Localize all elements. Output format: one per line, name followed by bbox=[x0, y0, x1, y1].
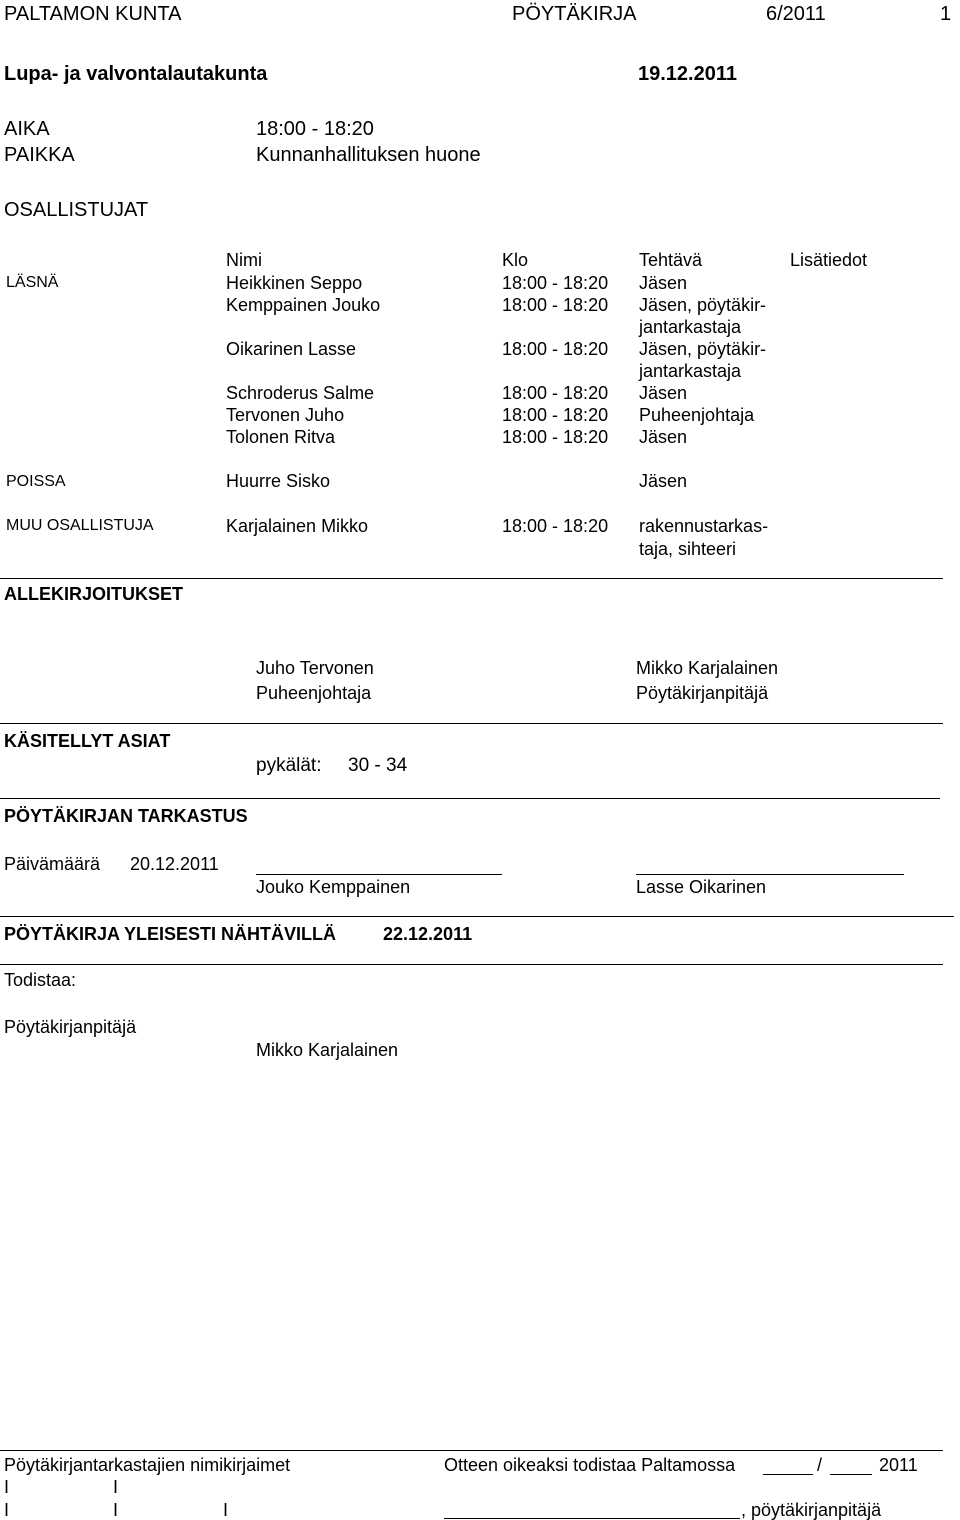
review-date-value: 20.12.2011 bbox=[130, 854, 219, 874]
column-header-role: Tehtävä bbox=[639, 250, 703, 270]
public-date: 22.12.2011 bbox=[383, 924, 473, 944]
initials-box-mark: I bbox=[223, 1500, 229, 1520]
participant-name: Tolonen Ritva bbox=[226, 427, 336, 447]
certify-label: Todistaa: bbox=[4, 970, 77, 990]
footer-year: 2011 bbox=[879, 1455, 918, 1475]
participant-name: Kemppainen Jouko bbox=[226, 295, 381, 315]
participant-role: Jäsen, pöytäkir- bbox=[639, 295, 767, 315]
initials-label: Pöytäkirjantarkastajien nimikirjaimet bbox=[4, 1455, 291, 1475]
divider bbox=[0, 798, 940, 799]
meeting-body: Lupa- ja valvontalautakunta bbox=[4, 63, 268, 85]
initials-box-mark: I bbox=[113, 1500, 119, 1520]
participant-role: rakennustarkas- bbox=[639, 516, 769, 536]
time-value: 18:00 - 18:20 bbox=[256, 118, 374, 140]
org-name: PALTAMON KUNTA bbox=[4, 3, 182, 25]
review-title: PÖYTÄKIRJAN TARKASTUS bbox=[4, 806, 248, 826]
doc-type: PÖYTÄKIRJA bbox=[512, 3, 637, 25]
blank-month-line bbox=[830, 1474, 872, 1475]
chair-title: Puheenjohtaja bbox=[256, 683, 372, 703]
participant-role: Jäsen bbox=[639, 273, 688, 293]
participant-time: 18:00 - 18:20 bbox=[502, 516, 609, 536]
chair-name: Juho Tervonen bbox=[256, 658, 374, 678]
present-label: LÄSNÄ bbox=[6, 274, 59, 291]
certify-role: Pöytäkirjanpitäjä bbox=[4, 1017, 137, 1037]
participant-role-cont: taja, sihteeri bbox=[639, 539, 737, 559]
divider bbox=[0, 964, 943, 965]
reviewer2-name: Lasse Oikarinen bbox=[636, 877, 767, 897]
participant-time: 18:00 - 18:20 bbox=[502, 427, 609, 447]
secretary-name: Mikko Karjalainen bbox=[636, 658, 779, 678]
participant-role-cont: jantarkastaja bbox=[639, 317, 742, 337]
public-label: PÖYTÄKIRJA YLEISESTI NÄHTÄVILLÄ bbox=[4, 924, 337, 944]
blank-day-line bbox=[763, 1474, 813, 1475]
secretary-signature-line bbox=[444, 1518, 740, 1519]
review-date-label: Päivämäärä bbox=[4, 854, 101, 874]
participant-role-cont: jantarkastaja bbox=[639, 361, 742, 381]
column-header-notes: Lisätiedot bbox=[790, 250, 868, 270]
items-value: 30 - 34 bbox=[348, 755, 408, 776]
divider bbox=[0, 916, 954, 917]
items-label: pykälät: bbox=[256, 755, 322, 776]
participant-role: Jäsen, pöytäkir- bbox=[639, 339, 767, 359]
divider bbox=[0, 578, 943, 579]
initials-box-mark: I bbox=[4, 1500, 10, 1520]
absent-label: POISSA bbox=[6, 473, 66, 490]
secretary-suffix: , pöytäkirjanpitäjä bbox=[741, 1500, 882, 1520]
secretary-title: Pöytäkirjanpitäjä bbox=[636, 683, 769, 703]
participant-name: Schroderus Salme bbox=[226, 383, 375, 403]
footer-divider bbox=[0, 1450, 943, 1451]
participant-name: Heikkinen Seppo bbox=[226, 273, 363, 293]
participant-time: 18:00 - 18:20 bbox=[502, 273, 609, 293]
reviewer1-signature-line bbox=[256, 874, 502, 875]
other-label: MUU OSALLISTUJA bbox=[6, 517, 154, 534]
place-value: Kunnanhallituksen huone bbox=[256, 144, 481, 166]
participant-role: Jäsen bbox=[639, 427, 688, 447]
meeting-date: 19.12.2011 bbox=[638, 63, 737, 85]
date-slash: / bbox=[817, 1455, 823, 1475]
participant-name: Oikarinen Lasse bbox=[226, 339, 357, 359]
items-title: KÄSITELLYT ASIAT bbox=[4, 731, 171, 751]
participant-time: 18:00 - 18:20 bbox=[502, 339, 609, 359]
divider bbox=[0, 723, 943, 724]
copy-text: Otteen oikeaksi todistaa Paltamossa bbox=[444, 1455, 736, 1475]
initials-box-mark: I bbox=[113, 1477, 119, 1497]
page-number: 1 bbox=[940, 3, 952, 25]
participant-name: Huurre Sisko bbox=[226, 471, 331, 491]
time-label: AIKA bbox=[4, 118, 50, 140]
column-header-name: Nimi bbox=[226, 250, 262, 270]
participants-title: OSALLISTUJAT bbox=[4, 199, 149, 221]
participant-role: Jäsen bbox=[639, 471, 688, 491]
participant-name: Karjalainen Mikko bbox=[226, 516, 369, 536]
certify-name: Mikko Karjalainen bbox=[256, 1040, 399, 1060]
reviewer1-name: Jouko Kemppainen bbox=[256, 877, 411, 897]
reviewer2-signature-line bbox=[636, 874, 904, 875]
signatures-title: ALLEKIRJOITUKSET bbox=[4, 584, 184, 604]
participant-time: 18:00 - 18:20 bbox=[502, 295, 609, 315]
doc-number: 6/2011 bbox=[766, 3, 826, 25]
column-header-time: Klo bbox=[502, 250, 529, 270]
participant-role: Puheenjohtaja bbox=[639, 405, 755, 425]
initials-box-mark: I bbox=[4, 1477, 10, 1497]
participant-name: Tervonen Juho bbox=[226, 405, 345, 425]
participant-time: 18:00 - 18:20 bbox=[502, 383, 609, 403]
participant-role: Jäsen bbox=[639, 383, 688, 403]
participant-time: 18:00 - 18:20 bbox=[502, 405, 609, 425]
place-label: PAIKKA bbox=[4, 144, 75, 166]
